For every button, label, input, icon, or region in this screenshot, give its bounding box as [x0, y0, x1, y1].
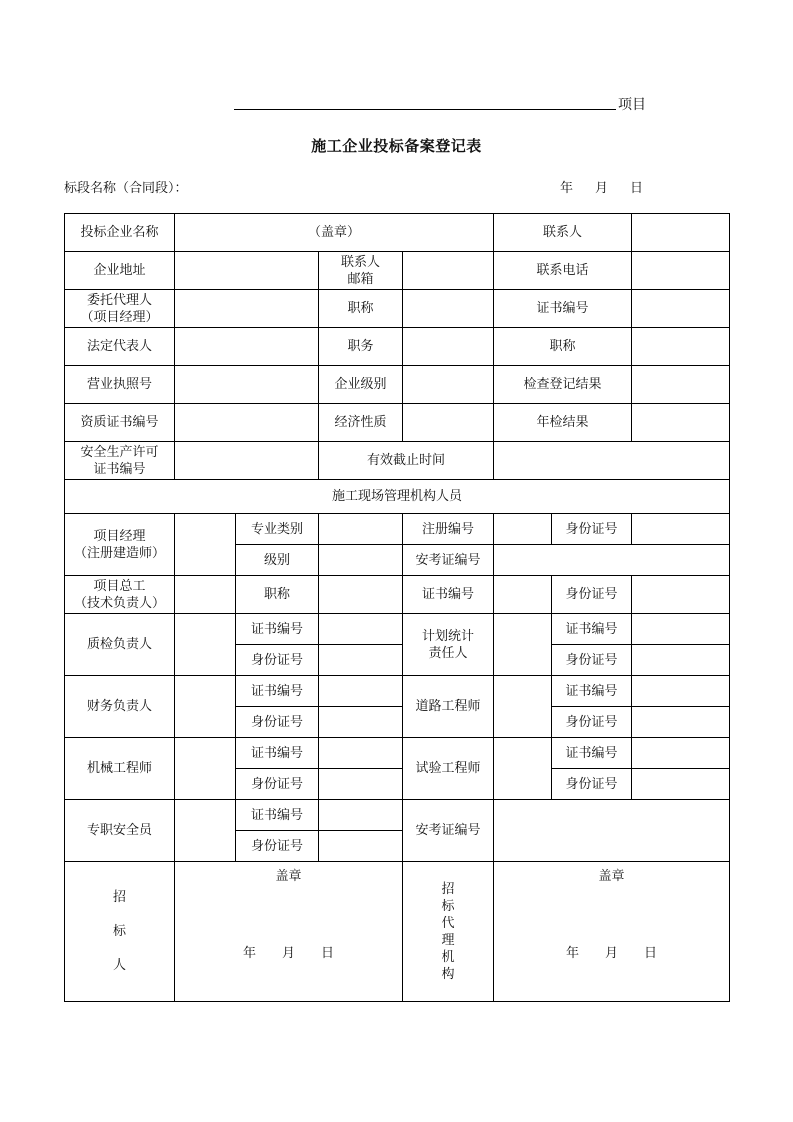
mech-eng-id-field[interactable]	[319, 769, 403, 800]
test-eng-id-label: 身份证号	[552, 769, 632, 800]
safety-officer-exam-label: 安考证编号	[403, 800, 494, 862]
contact-email-field[interactable]	[403, 252, 494, 290]
header-date	[560, 177, 643, 196]
registration-table	[64, 213, 730, 1002]
phone-field[interactable]	[632, 252, 730, 290]
chief-eng-cert-label: 证书编号	[403, 576, 494, 614]
mech-eng-cert-label: 证书编号	[236, 738, 319, 769]
project-suffix: 项目	[618, 97, 646, 113]
pm-id-label: 身份证号	[552, 514, 632, 545]
agency-seal-label: 盖章	[598, 869, 625, 884]
finance-cert-label: 证书编号	[236, 676, 319, 707]
road-eng-id-field[interactable]	[632, 707, 730, 738]
safety-officer-id-field[interactable]	[319, 831, 403, 862]
chief-eng-title-field[interactable]	[319, 576, 403, 614]
annual-check-field[interactable]	[632, 404, 730, 442]
grade-label: 企业级别	[319, 366, 403, 404]
planning-cert-label: 证书编号	[552, 614, 632, 645]
agency-date: 年 月 日	[566, 946, 658, 961]
mech-eng-name-field[interactable]	[175, 738, 236, 800]
valid-until-field[interactable]	[494, 442, 730, 480]
planning-name-field[interactable]	[494, 614, 552, 676]
agency-seal-box[interactable]	[494, 862, 730, 1002]
planning-cert-field[interactable]	[632, 614, 730, 645]
pm-id-field[interactable]	[632, 514, 730, 545]
safety-officer-name-field[interactable]	[175, 800, 236, 862]
level-field[interactable]	[319, 545, 403, 576]
chief-eng-id-field[interactable]	[632, 576, 730, 614]
position-label: 职务	[319, 328, 403, 366]
road-eng-id-label: 身份证号	[552, 707, 632, 738]
planning-id-label: 身份证号	[552, 645, 632, 676]
qc-id-field[interactable]	[319, 645, 403, 676]
safety-officer-id-label: 身份证号	[236, 831, 319, 862]
specialty-field[interactable]	[319, 514, 403, 545]
qc-cert-label: 证书编号	[236, 614, 319, 645]
pm-safety-exam-field[interactable]	[494, 545, 730, 576]
annual-check-label: 年检结果	[494, 404, 632, 442]
test-eng-name-field[interactable]	[494, 738, 552, 800]
road-eng-label: 道路工程师	[403, 676, 494, 738]
pm-safety-exam-label: 安考证编号	[403, 545, 494, 576]
inspection-field[interactable]	[632, 366, 730, 404]
agency-label: 招 标 代 理 机 构	[403, 862, 494, 1002]
staff-section-title: 施工现场管理机构人员	[65, 480, 730, 514]
safety-permit-label: 安全生产许可 证书编号	[65, 442, 175, 480]
inspection-label: 检查登记结果	[494, 366, 632, 404]
license-label: 营业执照号	[65, 366, 175, 404]
date-month: 月	[595, 181, 609, 196]
address-field[interactable]	[175, 252, 319, 290]
agent-title-field[interactable]	[403, 290, 494, 328]
qc-id-label: 身份证号	[236, 645, 319, 676]
position-field[interactable]	[403, 328, 494, 366]
bidder-name-label: 投标企业名称	[65, 214, 175, 252]
mech-eng-label: 机械工程师	[65, 738, 175, 800]
chief-eng-name-field[interactable]	[175, 576, 236, 614]
safety-officer-cert-label: 证书编号	[236, 800, 319, 831]
economic-nature-label: 经济性质	[319, 404, 403, 442]
qc-cert-field[interactable]	[319, 614, 403, 645]
date-year: 年	[560, 181, 574, 196]
safety-officer-label: 专职安全员	[65, 800, 175, 862]
agent-cert-field[interactable]	[632, 290, 730, 328]
finance-name-field[interactable]	[175, 676, 236, 738]
planning-label: 计划统计 责任人	[403, 614, 494, 676]
contact-email-label: 联系人 邮箱	[319, 252, 403, 290]
qualification-field[interactable]	[175, 404, 319, 442]
test-eng-label: 试验工程师	[403, 738, 494, 800]
test-eng-id-field[interactable]	[632, 769, 730, 800]
finance-label: 财务负责人	[65, 676, 175, 738]
qualification-label: 资质证书编号	[65, 404, 175, 442]
section-name-label: 标段名称（合同段）：	[64, 181, 188, 196]
specialty-label: 专业类别	[236, 514, 319, 545]
chief-eng-id-label: 身份证号	[552, 576, 632, 614]
safety-officer-exam-field[interactable]	[494, 800, 730, 862]
finance-id-field[interactable]	[319, 707, 403, 738]
chief-eng-title-label: 职称	[236, 576, 319, 614]
pm-label: 项目经理 （注册建造师）	[65, 514, 175, 576]
finance-id-label: 身份证号	[236, 707, 319, 738]
legal-rep-title-label: 职称	[494, 328, 632, 366]
mech-eng-id-label: 身份证号	[236, 769, 319, 800]
road-eng-cert-field[interactable]	[632, 676, 730, 707]
test-eng-cert-field[interactable]	[632, 738, 730, 769]
contact-label: 联系人	[494, 214, 632, 252]
tenderer-date: 年 月 日	[242, 946, 334, 961]
road-eng-cert-label: 证书编号	[552, 676, 632, 707]
road-eng-name-field[interactable]	[494, 676, 552, 738]
qc-name-field[interactable]	[175, 614, 236, 676]
address-label: 企业地址	[65, 252, 175, 290]
contact-field[interactable]	[632, 214, 730, 252]
legal-rep-field[interactable]	[175, 328, 319, 366]
grade-field[interactable]	[403, 366, 494, 404]
reg-no-label: 注册编号	[403, 514, 494, 545]
level-label: 级别	[236, 545, 319, 576]
valid-until-label: 有效截止时间	[319, 442, 494, 480]
reg-no-field[interactable]	[494, 514, 552, 545]
agent-cert-label: 证书编号	[494, 290, 632, 328]
date-day: 日	[630, 181, 644, 196]
document-title: 施工企业投标备案登记表	[311, 137, 482, 155]
safety-permit-field[interactable]	[175, 442, 319, 480]
finance-cert-field[interactable]	[319, 676, 403, 707]
planning-id-field[interactable]	[632, 645, 730, 676]
legal-rep-title-field[interactable]	[632, 328, 730, 366]
agent-title-label: 职称	[319, 290, 403, 328]
chief-eng-cert-field[interactable]	[494, 576, 552, 614]
phone-label: 联系电话	[494, 252, 632, 290]
tenderer-seal-label: 盖章	[275, 869, 302, 884]
license-field[interactable]	[175, 366, 319, 404]
project-name-line	[234, 109, 616, 110]
tenderer-seal-box[interactable]	[175, 862, 403, 1002]
test-eng-cert-label: 证书编号	[552, 738, 632, 769]
safety-officer-cert-field[interactable]	[319, 800, 403, 831]
legal-rep-label: 法定代表人	[65, 328, 175, 366]
mech-eng-cert-field[interactable]	[319, 738, 403, 769]
tenderer-label: 招 标 人	[65, 862, 175, 1002]
bidder-name-field[interactable]: （盖章）	[175, 214, 494, 252]
chief-eng-label: 项目总工 （技术负责人）	[65, 576, 175, 614]
qc-label: 质检负责人	[65, 614, 175, 676]
agent-label: 委托代理人 （项目经理）	[65, 290, 175, 328]
agent-field[interactable]	[175, 290, 319, 328]
pm-name-field[interactable]	[175, 514, 236, 576]
economic-nature-field[interactable]	[403, 404, 494, 442]
